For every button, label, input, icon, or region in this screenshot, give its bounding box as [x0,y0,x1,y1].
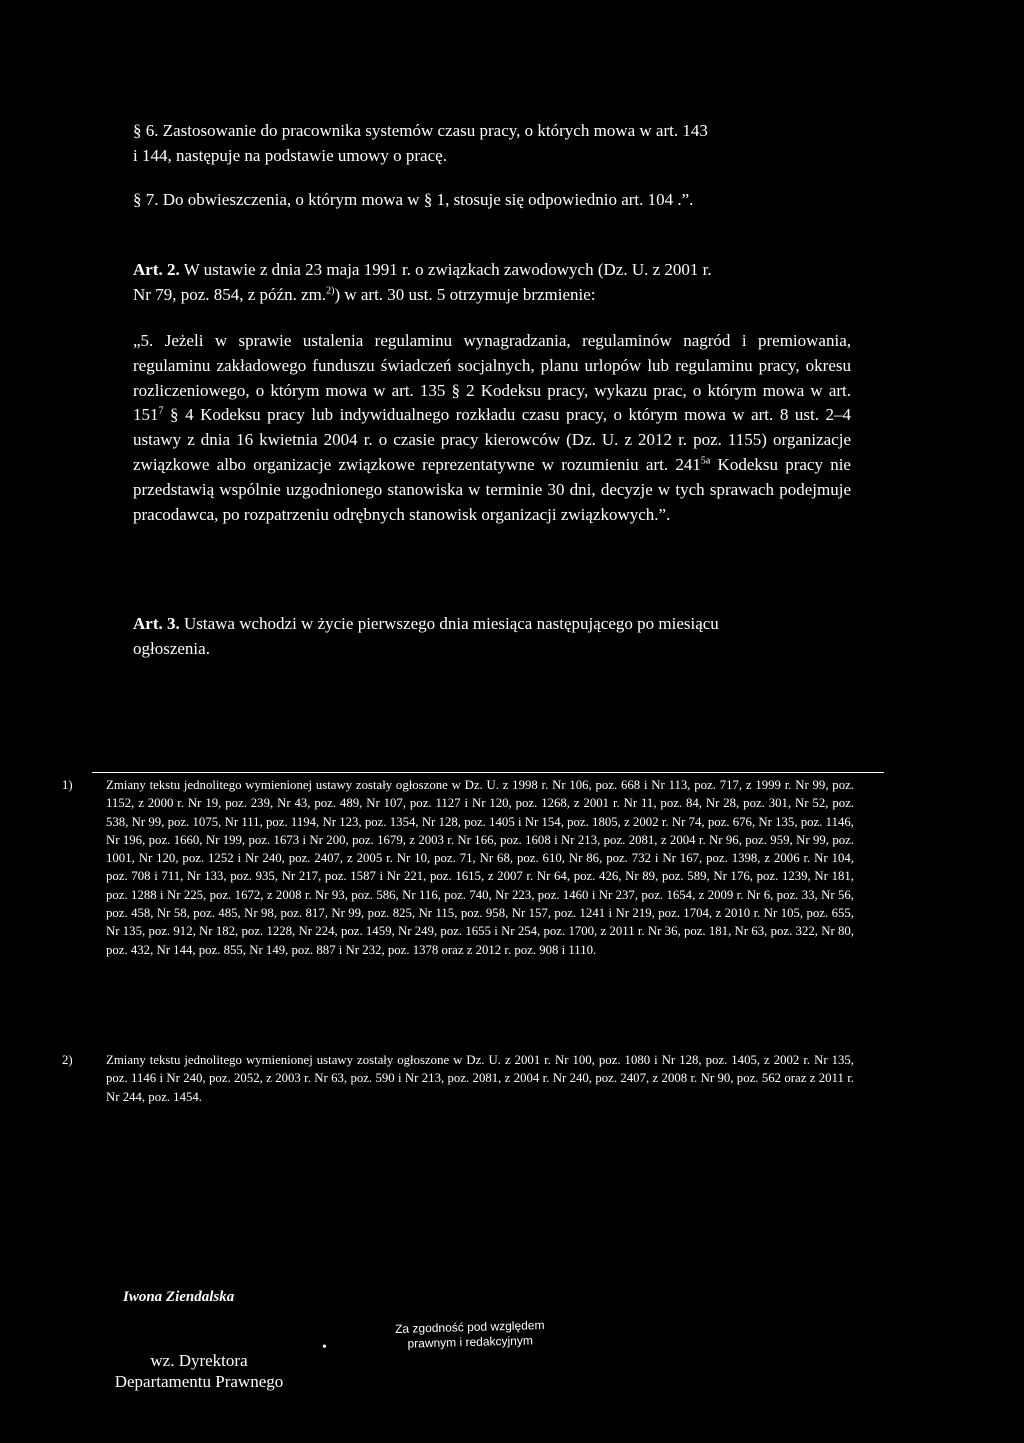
paragraph-6 [133,119,873,169]
signature-role-line-1: wz. Dyrektora [150,1351,248,1370]
article-3-line-2: ogłoszenia. [133,638,210,658]
paragraph-6-line-2: i 144, następuje na podstawie umowy o pracę. [133,145,447,165]
stamp-line-2: prawnym i redakcyjnym [407,1333,534,1351]
stamp-line-1: Za zgodność pod względem [394,1318,545,1336]
footnote-1-number: 1) [62,778,73,792]
footnote-separator [92,772,884,773]
article-3-line-1 [133,612,873,637]
article-2 [133,258,873,308]
footnote-1 [62,776,854,959]
footnote-2-text: Zmiany tekstu jednolitego wymienionej ustawy zostały ogłoszone w Dz. U. z 2001 r. Nr 100, poz. 1080 i Nr 128, poz. 1405, z 2002 r. Nr 135, poz. 1146 i Nr 240, poz. 2052, z 2003 r. Nr 63, poz. 590 i Nr 213, poz. 2081, z 2004 r. Nr 240, poz. 2407, z 2008 r. Nr 90, poz. 562 oraz z 2011 r. Nr 244, poz. 1454. [106,1053,854,1104]
paragraph-7: § 7. Do obwieszczenia, o którym mowa w § 1, stosuje się odpowiednio art. 104 .”. [133,190,694,209]
quote-part-1: „5. Jeżeli w sprawie ustalenia regulaminu wynagradzania, regulaminów nagród i premiowania, regulaminu zakładowego funduszu świadczeń socjalnych, planu urlopów lub regulaminu pracy, okresu rozliczeniowego, o którym mowa w art. 135 § 2 Kodeksu pracy, wykazu prac, o którym mowa w art. 151 [133,331,851,425]
quote-part-3: Kodeksu pracy nie przedstawią wspólnie uzgodnionego stanowiska w terminie 30 dni, decyzje w tych sprawach podejmuje pracodawca, po rozpatrzeniu odrębnych stanowisk organizacji związkowych.”. [133,454,851,524]
signature-name: Iwona Ziendalska [123,1289,235,1305]
quote-part-2: § 4 Kodeksu pracy lub indywidualnego rozkładu czasu pracy, o którym mowa w art. 8 ust. 2–4 ustawy z dnia 16 kwietnia 2004 r. o czasie pracy kierowców (Dz. U. z 2012 r. poz. 1155) organizacje związkowe albo organizacje związkowe reprezentatywne w rozumieniu art. 241 [133,405,851,474]
article-2-line-2 [133,283,873,308]
footnote-ref-2: 2) [326,285,335,297]
article-3 [133,612,873,662]
article-2-label: Art. 2. [133,260,180,279]
footnote-2-number: 2) [62,1053,73,1067]
article-3-text-1: Ustawa wchodzi w życie pierwszego dnia miesiąca następującego po miesiącu [183,614,719,633]
stamp-dot: • [322,1340,327,1355]
article-2-text-2a: Nr 79, poz. 854, z późn. zm. [133,284,327,304]
signature-role-line-2: Departamentu Prawnego [114,1372,284,1391]
article-3-label: Art. 3. [133,614,180,633]
quote-sup-2: 5a [700,455,711,467]
compliance-stamp [360,1317,581,1353]
paragraph-6-line-1: § 6. Zastosowanie do pracownika systemów czasu pracy, o których mowa w art. 143 [133,121,708,140]
article-2-line-1 [133,258,873,283]
quote-sup-1: 7 [158,405,164,417]
article-2-text-2b: ) w art. 30 ust. 5 otrzymuje brzmienie: [334,284,596,304]
article-2-text-1: W ustawie z dnia 23 maja 1991 r. o związkach zawodowych (Dz. U. z 2001 r. [183,260,712,279]
amendment-quote [133,329,851,527]
footnote-1-text: Zmiany tekstu jednolitego wymienionej ustawy zostały ogłoszone w Dz. U. z 1998 r. Nr 106, poz. 668 i Nr 113, poz. 717, z 1999 r. Nr 99, poz. 1152, z 2000 r. Nr 19, poz. 239, Nr 43, poz. 489, Nr 107, poz. 1127 i Nr 120, poz. 1268, z 2001 r. Nr 11, poz. 84, Nr 28, poz. 301, Nr 52, poz. 538, Nr 99, poz. 1075, Nr 111, poz. 1194, Nr 123, poz. 1354, Nr 128, poz. 1405 i Nr 154, poz. 1805, z 2002 r. Nr 74, poz. 676, Nr 135, poz. 1146, Nr 196, poz. 1660, Nr 199, poz. 1673 i Nr 200, poz. 1679, z 2003 r. Nr 166, poz. 1608 i Nr 213, poz. 2081, z 2004 r. Nr 96, poz. 959, Nr 99, poz. 1001, Nr 120, poz. 1252 i Nr 240, poz. 2407, z 2005 r. Nr 10, poz. 71, Nr 68, poz. 610, Nr 86, poz. 732 i Nr 167, poz. 1398, z 2006 r. Nr 104, poz. 708 i 711, Nr 133, poz. 935, Nr 217, poz. 1587 i Nr 221, poz. 1615, z 2007 r. Nr 64, poz. 426, Nr 89, poz. 589, Nr 176, poz. 1239, Nr 181, poz. 1288 i Nr 225, poz. 1672, z 2008 r. Nr 93, poz. 586, Nr 116, poz. 740, Nr 223, poz. 1460 i Nr 237, poz. 1654, z 2009 r. Nr 6, poz. 33, Nr 56, poz. 458, Nr 58, poz. 485, Nr 98, poz. 817, Nr 99, poz. 825, Nr 115, poz. 958, Nr 157, poz. 1241 i Nr 219, poz. 1704, z 2010 r. Nr 105, poz. 655, Nr 135, poz. 912, Nr 182, poz. 1228, Nr 224, poz. 1459, Nr 249, poz. 1655 i Nr 254, poz. 1700, z 2011 r. Nr 36, poz. 181, Nr 63, poz. 322, Nr 80, poz. 432, Nr 144, poz. 855, Nr 149, poz. 887 i Nr 232, poz. 1378 oraz z 2012 r. poz. 908 i 1110. [106,778,854,957]
footnote-2 [62,1051,854,1106]
signature-role [84,1350,314,1392]
